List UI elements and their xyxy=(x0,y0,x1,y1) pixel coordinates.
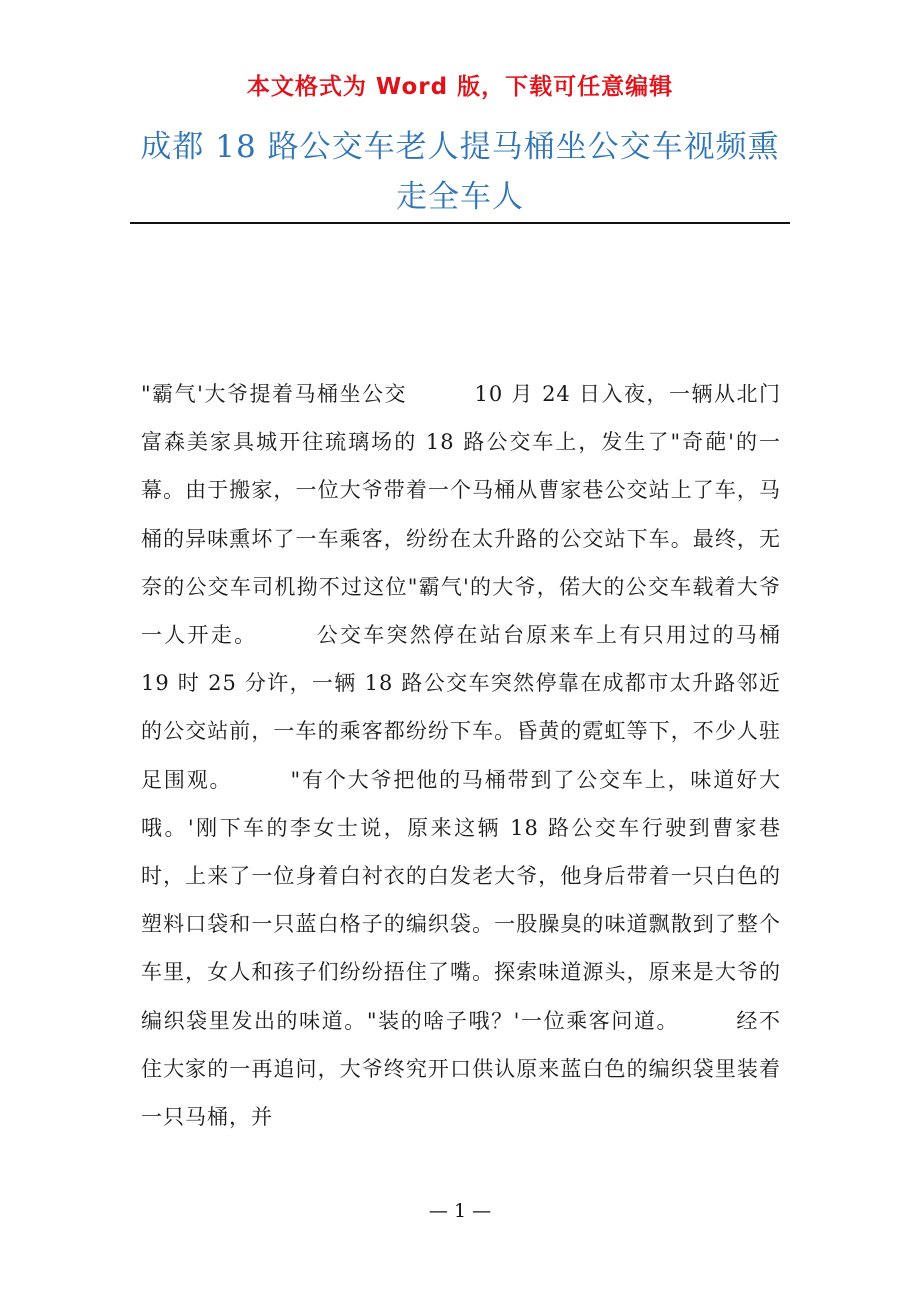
article-body: "霸气'大爷提着马桶坐公交 10 月 24 日入夜，一辆从北门富森美家具城开往琉璃场的 18 路公交车上，发生了"奇葩'的一幕。由于搬家，一位大爷带着一个马桶从曹家巷公交站上了车，马桶的异味熏坏了一车乘客，纷纷在太升路的公交站下车。最终，无奈的公交车司机拗不过这位"霸气'的大爷，偌大的公交车载着大爷一人开走。 公交车突然停在站台原来车上有只用过的马桶 19 时 25 分许，一辆 18 路公交车突然停靠在成都市太升路邻近的公交站前，一车的乘客都纷纷下车。昏黄的霓虹等下，不少人驻足围观。 "有个大爷把他的马桶带到了公交车上，味道好大哦。'刚下车的李女士说，原来这辆 18 路公交车行驶到曹家巷时，上来了一位身着白衬衣的白发老大爷，他身后带着一只白色的塑料口袋和一只蓝白格子的编织袋。一股臊臭的味道飘散到了整个车里，女人和孩子们纷纷捂住了嘴。探索味道源头，原来是大爷的编织袋里发出的味道。"装的啥子哦？'一位乘客问道。 经不住大家的一再追问，大爷终究开口供认原来蓝白色的编织袋里装着一只马桶，并 xyxy=(141,382,847,1130)
title-divider xyxy=(130,222,790,224)
word-format-notice: 本文格式为 Word 版，下载可任意编辑 xyxy=(246,74,674,100)
document-title: 成都 18 路公交车老人提马桶坐公交车视频熏走全车人 xyxy=(140,129,780,215)
page-number: — 1 — xyxy=(428,1200,492,1222)
